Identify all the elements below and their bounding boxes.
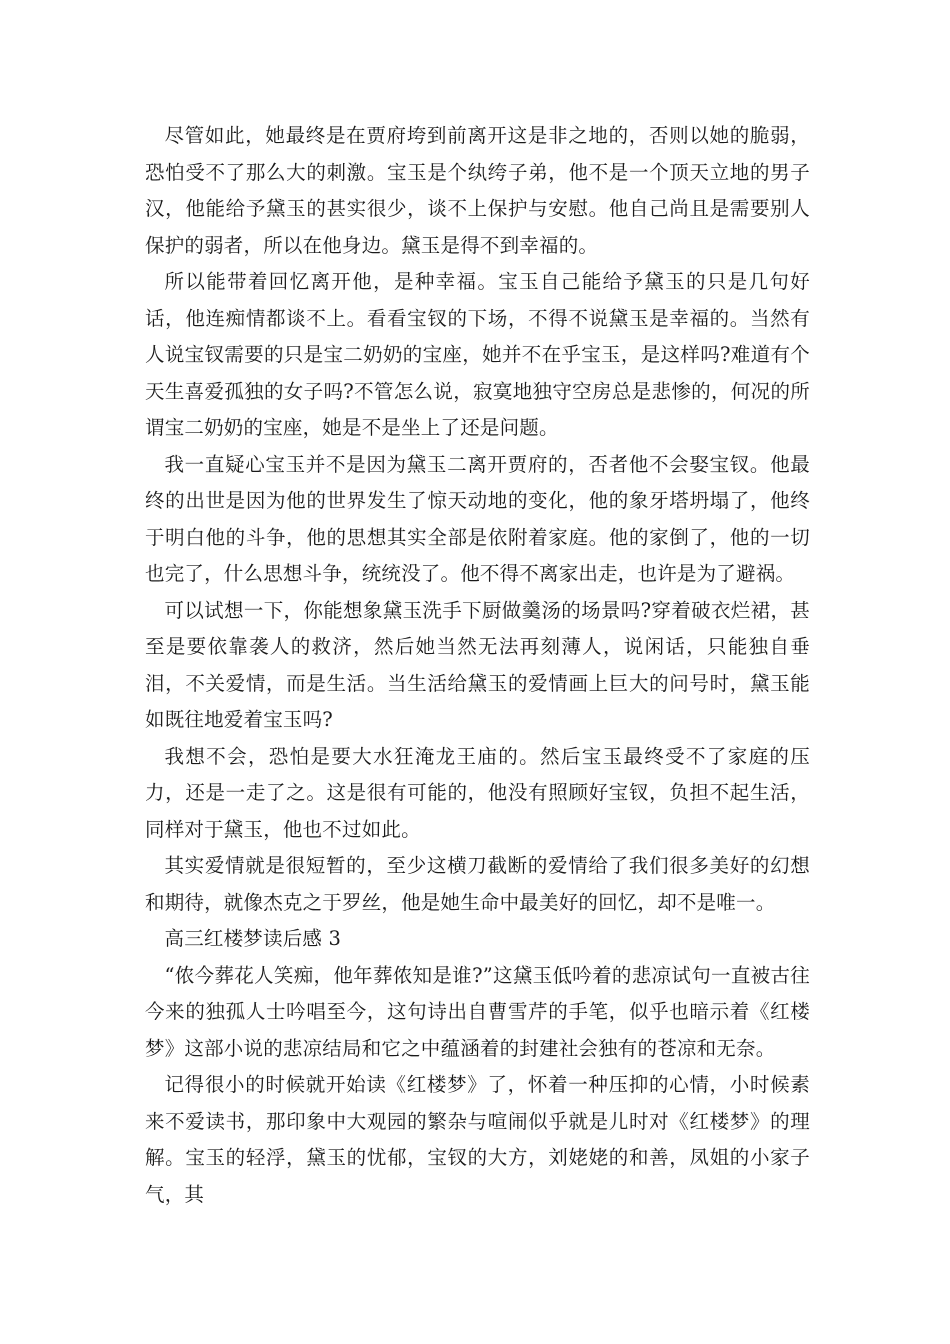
paragraph: 记得很小的时候就开始读《红楼梦》了，怀着一种压抑的心情，小时候素来不爱读书，那印象中大观园的繁杂与喧闹似乎就是儿时对《红楼梦》的理解。宝玉的轻浮，黛玉的忧郁，宝钗的大方，刘姥姥的和善，凤姐的小家子气，其 [145,1073,810,1206]
paragraph: 其实爱情就是很短暂的，至少这横刀截断的爱情给了我们很多美好的幻想和期待，就像杰克之于罗丝，他是她生命中最美好的回忆，却不是唯一。 [145,854,810,914]
document-body [145,118,810,1213]
section-heading: 高三红楼梦读后感 3 [164,927,342,950]
paragraph: 可以试想一下，你能想象黛玉洗手下厨做羹汤的场景吗?穿着破衣烂裙，甚至是要依靠袭人的救济，然后她当然无法再刻薄人，说闲话，只能独自垂泪，不关爱情，而是生活。当生活给黛玉的爱情画上巨大的问号时，黛玉能如既往地爱着宝玉吗? [145,598,810,731]
paragraph: 我想不会，恐怕是要大水狂淹龙王庙的。然后宝玉最终受不了家庭的压力，还是一走了之。这是很有可能的，他没有照顾好宝钗，负担不起生活，同样对于黛玉，他也不过如此。 [145,744,810,841]
paragraph: 尽管如此，她最终是在贾府垮到前离开这是非之地的，否则以她的脆弱，恐怕受不了那么大的刺激。宝玉是个纨绔子弟，他不是一个顶天立地的男子汉，他能给予黛玉的甚实很少，谈不上保护与安慰。他自己尚且是需要别人保护的弱者，所以在他身边。黛玉是得不到幸福的。 [145,124,810,257]
paragraph: 我一直疑心宝玉并不是因为黛玉二离开贾府的，否者他不会娶宝钗。他最终的出世是因为他的世界发生了惊天动地的变化，他的象牙塔坍塌了，他终于明白他的斗争，他的思想其实全部是依附着家庭。他的家倒了，他的一切也完了，什么思想斗争，统统没了。他不得不离家出走，也许是为了避祸。 [145,452,810,585]
paragraph: 所以能带着回忆离开他，是种幸福。宝玉自己能给予黛玉的只是几句好话，他连痴情都谈不上。看看宝钗的下场，不得不说黛玉是幸福的。当然有人说宝钗需要的只是宝二奶奶的宝座，她并不在乎宝玉，是这样吗?难道有个天生喜爱孤独的女子吗?不管怎么说，寂寞地独守空房总是悲惨的，何况的所谓宝二奶奶的宝座，她是不是坐上了还是问题。 [145,270,810,439]
paragraph: “侬今葬花人笑痴，他年葬侬知是谁?”这黛玉低吟着的悲凉试句一直被古往今来的独孤人士吟唱至今，这句诗出自曹雪芹的手笔，似乎也暗示着《红楼梦》这部小说的悲凉结局和它之中蕴涵着的封建社会独有的苍凉和无奈。 [145,963,810,1060]
